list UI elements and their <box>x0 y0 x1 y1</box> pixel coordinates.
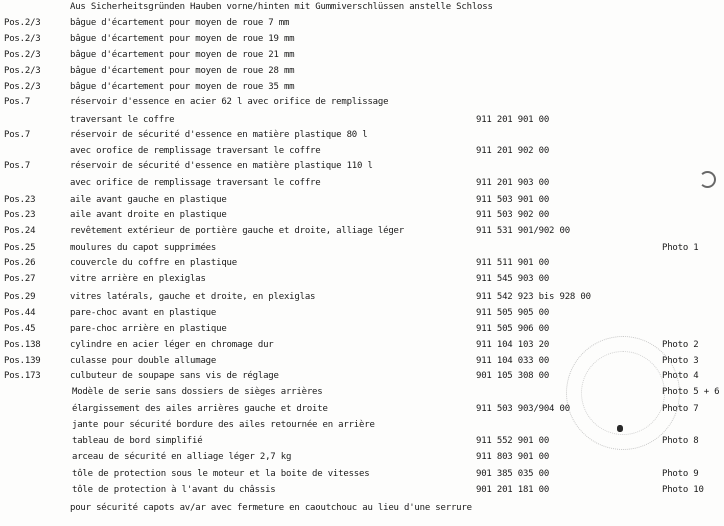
pos-label: Pos.7 <box>4 97 31 107</box>
photo-ref: Photo 7 <box>662 404 699 414</box>
part-number: 911 104 033 00 <box>476 356 550 366</box>
item-description: bâgue d'écartement pour moyen de roue 28 mm <box>70 66 295 76</box>
ink-blot <box>617 425 623 432</box>
item-description: Modèle de serie sans dossiers de sièges arrières <box>72 387 323 397</box>
pos-label: Pos.138 <box>4 340 41 350</box>
part-number: 911 531 901/902 00 <box>476 226 570 236</box>
item-description: couvercle du coffre en plastique <box>70 258 237 268</box>
photo-ref: Photo 4 <box>662 371 699 381</box>
part-number: 911 201 901 00 <box>476 115 550 125</box>
pos-label: Pos.25 <box>4 243 36 253</box>
photo-ref: Photo 10 <box>662 485 704 495</box>
pos-label: Pos.7 <box>4 161 31 171</box>
item-description: culbuteur de soupape sans vis de réglage <box>70 371 279 381</box>
photo-ref: Photo 8 <box>662 436 699 446</box>
stamp-seal <box>566 336 680 450</box>
pos-label: Pos.29 <box>4 292 36 302</box>
photo-ref: Photo 5 + 6 <box>662 387 720 397</box>
pos-label: Pos.173 <box>4 371 41 381</box>
item-description: bâgue d'écartement pour moyen de roue 7 mm <box>70 18 290 28</box>
item-description: tableau de bord simplifié <box>72 436 203 446</box>
item-description: bâgue d'écartement pour moyen de roue 21 mm <box>70 50 295 60</box>
item-description: pare-choc arrière en plastique <box>70 324 227 334</box>
part-number: 901 105 308 00 <box>476 371 550 381</box>
pos-label: Pos.2/3 <box>4 82 41 92</box>
pos-label: Pos.2/3 <box>4 18 41 28</box>
part-number: 911 545 903 00 <box>476 274 550 284</box>
pos-label: Pos.24 <box>4 226 36 236</box>
punch-mark <box>699 171 716 188</box>
item-description: cylindre en acier léger en chromage dur <box>70 340 274 350</box>
item-description: réservoir d'essence en acier 62 l avec orifice de remplissage <box>70 97 389 107</box>
item-description: aile avant gauche en plastique <box>70 195 227 205</box>
photo-ref: Photo 9 <box>662 469 699 479</box>
part-number: 911 201 902 00 <box>476 146 550 156</box>
item-description: pare-choc avant en plastique <box>70 308 217 318</box>
part-number: 911 201 903 00 <box>476 178 550 188</box>
part-number: 911 503 901 00 <box>476 195 550 205</box>
item-description: avec orofice de remplissage traversant le coffre <box>70 146 321 156</box>
item-description: moulures du capot supprimées <box>70 243 217 253</box>
item-description: élargissement des ailes arrières gauche et droite <box>72 404 328 414</box>
part-number: 901 201 181 00 <box>476 485 550 495</box>
part-number: 911 542 923 bis 928 00 <box>476 292 591 302</box>
pos-label: Pos.26 <box>4 258 36 268</box>
item-description: vitre arrière en plexiglas <box>70 274 206 284</box>
part-number: 911 511 901 00 <box>476 258 550 268</box>
item-description: jante pour sécurité bordure des ailes retournée en arrière <box>72 420 375 430</box>
item-description: culasse pour double allumage <box>70 356 217 366</box>
item-description: arceau de sécurité en alliage léger 2,7 kg <box>72 452 292 462</box>
pos-label: Pos.45 <box>4 324 36 334</box>
item-description: tôle de protection à l'avant du châssis <box>72 485 276 495</box>
item-description: revêtement extérieur de portière gauche et droite, alliage léger <box>70 226 404 236</box>
header-line: Aus Sicherheitsgründen Hauben vorne/hinten mit Gummiverschlüssen anstelle Schloss <box>70 2 493 12</box>
item-description: pour sécurité capots av/ar avec fermeture en caoutchouc au lieu d'une serrure <box>70 503 472 513</box>
pos-label: Pos.23 <box>4 210 36 220</box>
pos-label: Pos.44 <box>4 308 36 318</box>
item-description: bâgue d'écartement pour moyen de roue 19 mm <box>70 34 295 44</box>
part-number: 911 505 905 00 <box>476 308 550 318</box>
item-description: avec orifice de remplissage traversant le coffre <box>70 178 321 188</box>
pos-label: Pos.2/3 <box>4 50 41 60</box>
part-number: 901 385 035 00 <box>476 469 550 479</box>
item-description: tôle de protection sous le moteur et la boite de vitesses <box>72 469 370 479</box>
photo-ref: Photo 1 <box>662 243 699 253</box>
photo-ref: Photo 2 <box>662 340 699 350</box>
pos-label: Pos.2/3 <box>4 66 41 76</box>
part-number: 911 503 902 00 <box>476 210 550 220</box>
item-description: réservoir de sécurité d'essence en matière plastique 110 l <box>70 161 373 171</box>
pos-label: Pos.23 <box>4 195 36 205</box>
pos-label: Pos.2/3 <box>4 34 41 44</box>
pos-label: Pos.139 <box>4 356 41 366</box>
pos-label: Pos.27 <box>4 274 36 284</box>
item-description: réservoir de sécurité d'essence en matière plastique 80 l <box>70 130 368 140</box>
item-description: bâgue d'écartement pour moyen de roue 35 mm <box>70 82 295 92</box>
part-number: 911 552 901 00 <box>476 436 550 446</box>
item-description: vitres latérals, gauche et droite, en plexiglas <box>70 292 316 302</box>
part-number: 911 803 901 00 <box>476 452 550 462</box>
part-number: 911 505 906 00 <box>476 324 550 334</box>
part-number: 911 503 903/904 00 <box>476 404 570 414</box>
pos-label: Pos.7 <box>4 130 31 140</box>
photo-ref: Photo 3 <box>662 356 699 366</box>
item-description: aile avant droite en plastique <box>70 210 227 220</box>
part-number: 911 104 103 20 <box>476 340 550 350</box>
item-description: traversant le coffre <box>70 115 175 125</box>
